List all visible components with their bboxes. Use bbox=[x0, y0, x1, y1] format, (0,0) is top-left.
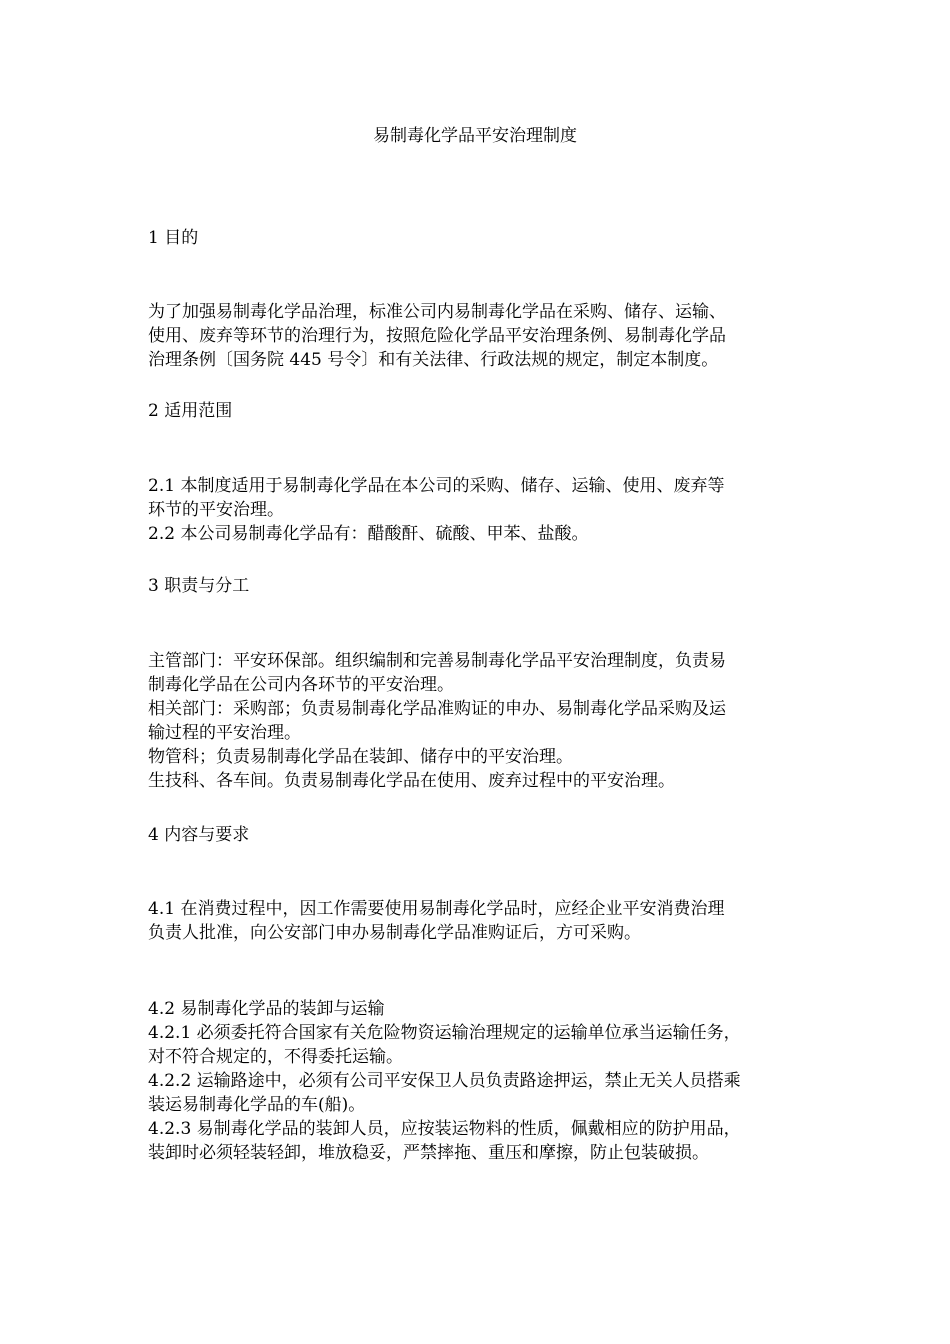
paragraph-line: 装卸时必须轻装轻卸，堆放稳妥，严禁摔拖、重压和摩擦，防止包装破损。 bbox=[148, 1143, 709, 1163]
section-4-paragraph-1 bbox=[148, 897, 808, 945]
paragraph-line: 生技科、各车间。负责易制毒化学品在使用、废弃过程中的平安治理。 bbox=[148, 771, 675, 791]
paragraph-line: 4.1 在消费过程中，因工作需要使用易制毒化学品时，应经企业平安消费治理 bbox=[148, 899, 725, 919]
paragraph-line: 使用、废弃等环节的治理行为，按照危险化学品平安治理条例、易制毒化学品 bbox=[148, 326, 726, 346]
paragraph-line: 物管科；负责易制毒化学品在装卸、储存中的平安治理。 bbox=[148, 747, 573, 767]
heading-text: 1 目的 bbox=[148, 228, 199, 248]
section-2-body bbox=[148, 474, 808, 546]
section-3-heading bbox=[148, 574, 808, 598]
paragraph-line: 对不符合规定的，不得委托运输。 bbox=[148, 1047, 403, 1067]
section-4-heading bbox=[148, 823, 808, 847]
paragraph-line: 负责人批准，向公安部门申办易制毒化学品准购证后，方可采购。 bbox=[148, 923, 641, 943]
paragraph-line: 为了加强易制毒化学品治理，标准公司内易制毒化学品在采购、储存、运输、 bbox=[148, 302, 726, 322]
paragraph-line: 4.2 易制毒化学品的装卸与运输 bbox=[148, 999, 385, 1019]
paragraph-line: 环节的平安治理。 bbox=[148, 500, 284, 520]
paragraph-line: 装运易制毒化学品的车(船)。 bbox=[148, 1095, 366, 1115]
paragraph-line: 4.2.2 运输路途中，必须有公司平安保卫人员负责路途押运，禁止无关人员搭乘 bbox=[148, 1071, 741, 1091]
paragraph-line: 主管部门：平安环保部。组织编制和完善易制毒化学品平安治理制度，负责易 bbox=[148, 651, 726, 671]
paragraph-line: 输过程的平安治理。 bbox=[148, 723, 301, 743]
document-title: 易制毒化学品平安治理制度 bbox=[373, 126, 577, 146]
section-2-heading bbox=[148, 399, 808, 423]
paragraph-line: 相关部门：采购部；负责易制毒化学品准购证的申办、易制毒化学品采购及运 bbox=[148, 699, 726, 719]
paragraph-line: 治理条例〔国务院 445 号令〕和有关法律、行政法规的规定，制定本制度。 bbox=[148, 350, 719, 370]
section-4-paragraph-2 bbox=[148, 997, 808, 1165]
paragraph-line: 2.1 本制度适用于易制毒化学品在本公司的采购、储存、运输、使用、废弃等 bbox=[148, 476, 725, 496]
heading-text: 2 适用范围 bbox=[148, 401, 233, 421]
paragraph-line: 4.2.3 易制毒化学品的装卸人员，应按装运物料的性质，佩戴相应的防护用品， bbox=[148, 1119, 741, 1139]
section-3-body bbox=[148, 649, 808, 793]
section-1-heading bbox=[148, 226, 808, 250]
paragraph-line: 制毒化学品在公司内各环节的平安治理。 bbox=[148, 675, 454, 695]
paragraph-line: 4.2.1 必须委托符合国家有关危险物资运输治理规定的运输单位承当运输任务， bbox=[148, 1023, 741, 1043]
paragraph-line: 2.2 本公司易制毒化学品有：醋酸酐、硫酸、甲苯、盐酸。 bbox=[148, 524, 589, 544]
heading-text: 3 职责与分工 bbox=[148, 576, 250, 596]
section-1-body bbox=[148, 300, 808, 372]
heading-text: 4 内容与要求 bbox=[148, 825, 250, 845]
